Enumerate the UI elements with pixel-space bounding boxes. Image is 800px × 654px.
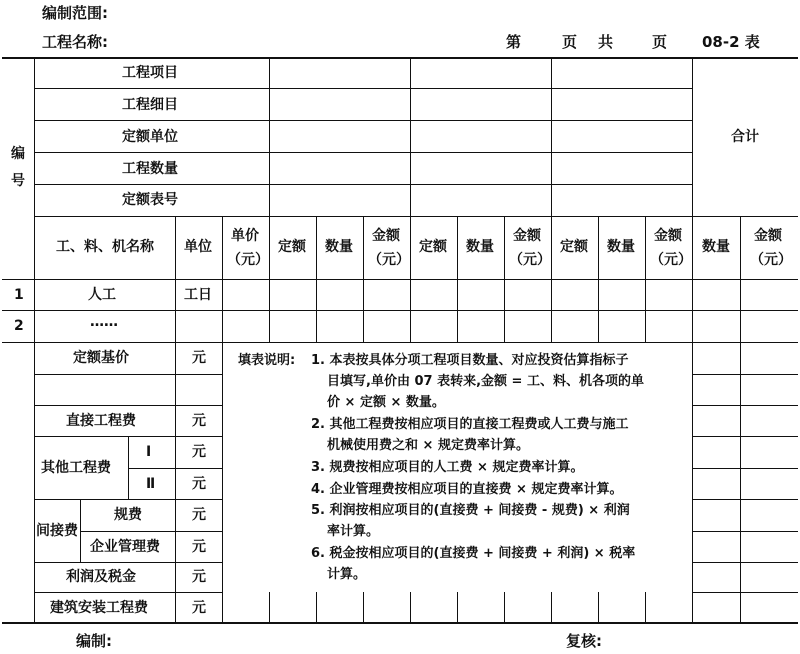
page-word-2: 页 xyxy=(652,33,668,51)
instruction-line: 计算。 xyxy=(327,567,367,582)
instruction-line: 目填写,单价由 07 表转来,金额 = 工、料、机各项的单 xyxy=(327,374,644,389)
construction-install-label: 建筑安装工程费 xyxy=(50,600,148,616)
quota-table-no-label: 定额表号 xyxy=(122,192,178,208)
quantity-header-1: 数量 xyxy=(325,239,353,255)
quota-header-3: 定额 xyxy=(560,239,588,255)
yuan-unit-5: 元 xyxy=(192,507,206,523)
instruction-line: 机械使用费之和 × 规定费率计算。 xyxy=(327,438,529,453)
instruction-line: 率计算。 xyxy=(327,524,380,539)
total-label: 合计 xyxy=(731,129,759,145)
page-first: 第 xyxy=(506,33,522,51)
yuan-unit-3: 元 xyxy=(192,444,206,460)
other-cost-I: Ⅰ xyxy=(146,444,152,460)
project-detail-label: 工程细目 xyxy=(122,97,178,113)
quota-header-2: 定额 xyxy=(419,239,447,255)
page-word: 页 xyxy=(562,33,578,51)
instruction-line: 6. 税金按相应项目的(直接费 + 间接费 + 利润) × 税率 xyxy=(311,546,636,561)
yuan-unit-7: 元 xyxy=(192,569,206,585)
row-1-number: 1 xyxy=(14,287,24,303)
instruction-line: 价 × 定额 × 数量。 xyxy=(327,395,445,410)
quantity-header-3: 数量 xyxy=(607,239,635,255)
quota-base-price-label: 定额基价 xyxy=(73,350,129,366)
reviewer-label: 复核: xyxy=(566,632,602,650)
instructions-title: 填表说明: xyxy=(238,353,296,368)
quota-header-1: 定额 xyxy=(278,239,306,255)
number-label-1: 编 xyxy=(11,146,25,162)
page-total: 共 xyxy=(598,33,614,51)
number-label-2: 号 xyxy=(11,173,25,189)
fees-label: 规费 xyxy=(114,507,142,523)
row-2-name: …… xyxy=(90,314,118,330)
other-cost-label: 其他工程费 xyxy=(41,460,111,476)
row-2-number: 2 xyxy=(14,318,24,334)
other-cost-II: Ⅱ xyxy=(146,476,156,492)
row-1-unit: 工日 xyxy=(184,287,212,303)
enterprise-mgmt-label: 企业管理费 xyxy=(90,539,160,555)
yuan-unit-2: 元 xyxy=(192,413,206,429)
indirect-cost-label: 间接费 xyxy=(36,523,78,539)
quantity-header-total: 数量 xyxy=(702,239,730,255)
instruction-line: 5. 利润按相应项目的(直接费 + 间接费 - 规费) × 利润 xyxy=(311,503,630,518)
scope-label: 编制范围: xyxy=(42,4,108,22)
quantity-header-2: 数量 xyxy=(466,239,494,255)
project-item-label: 工程项目 xyxy=(122,65,178,81)
yuan-unit-6: 元 xyxy=(192,539,206,555)
yuan-unit-4: 元 xyxy=(192,476,206,492)
amount-header-3-top: 金额 xyxy=(654,228,682,244)
project-quantity-label: 工程数量 xyxy=(122,161,178,177)
name-column-header: 工、料、机名称 xyxy=(56,239,154,255)
amount-header-total-top: 金额 xyxy=(754,228,782,244)
quota-unit-label: 定额单位 xyxy=(122,129,178,145)
yuan-unit-8: 元 xyxy=(192,600,206,616)
yuan-unit-1: 元 xyxy=(192,350,206,366)
amount-header-2-top: 金额 xyxy=(513,228,541,244)
compiler-label: 编制: xyxy=(76,632,112,650)
price-header-bottom: （元） xyxy=(227,252,269,268)
instruction-line: 3. 规费按相应项目的人工费 × 规定费率计算。 xyxy=(311,460,584,475)
row-1-name: 人工 xyxy=(88,287,116,303)
amount-header-1-top: 金额 xyxy=(372,228,400,244)
instruction-line: 4. 企业管理费按相应项目的直接费 × 规定费率计算。 xyxy=(311,482,623,497)
direct-cost-label: 直接工程费 xyxy=(66,413,136,429)
amount-header-total-bottom: （元） xyxy=(750,252,792,268)
profit-tax-label: 利润及税金 xyxy=(66,569,136,585)
project-name-label: 工程名称: xyxy=(42,33,108,51)
amount-header-3-bottom: （元） xyxy=(650,252,692,268)
unit-column-header: 单位 xyxy=(184,239,212,255)
amount-header-2-bottom: （元） xyxy=(509,252,551,268)
form-number: 08-2 表 xyxy=(702,33,760,51)
instruction-line: 1. 本表按具体分项工程项目数量、对应投资估算指标子 xyxy=(311,353,629,368)
price-header-top: 单价 xyxy=(231,228,259,244)
instruction-line: 2. 其他工程费按相应项目的直接工程费或人工费与施工 xyxy=(311,417,629,432)
amount-header-1-bottom: （元） xyxy=(368,252,410,268)
